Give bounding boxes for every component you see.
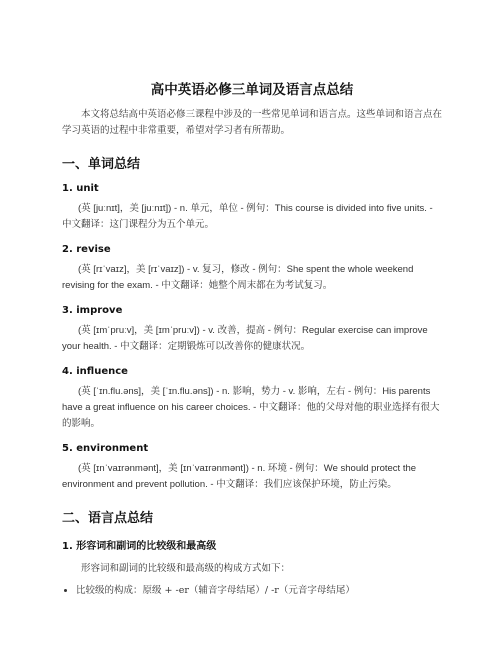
word-entry (62, 262, 442, 294)
word-entry (62, 384, 442, 432)
word-entry-text: (英 [ɪmˈpruːv]，美 [ɪmˈpruːv]) - v. 改善，提高 - 例句：Regular exercise can improve your health. - 中文翻译：定期锻炼可以改善你的健康状况。 (62, 325, 428, 352)
list-item: • 比较级的构成：原级 + -er（辅音字母结尾）/ -r（元音字母结尾） (76, 583, 442, 599)
document-title: 高中英语必修三单词及语言点总结 (150, 82, 354, 98)
word-entry-text: (英 [rɪˈvaɪz]，美 [rɪˈvaɪz]) - v. 复习，修改 - 例句：She spent the whole weekend revising for the exam. - 中文翻译：她整个周末都在为考试复习。 (62, 264, 414, 291)
word-heading: 5. environment (62, 443, 149, 454)
word-entry (62, 201, 442, 233)
section-heading-grammar: 二、语言点总结 (62, 511, 154, 526)
grammar-paragraph: 形容词和副词的比较级和最高级的构成方式如下： (81, 563, 291, 574)
word-heading: 1. unit (62, 183, 99, 194)
word-entry-text: (英 [juːnɪt]，美 [juːnɪt]) - n. 单元，单位 - 例句：This course is divided into five units. - 中文翻译：这门课程分为五个单元。 (62, 203, 433, 230)
word-heading: 2. revise (62, 244, 111, 255)
word-entry (62, 323, 442, 355)
word-entry-text: (英 [ˈɪn.flu.əns]，美 [ˈɪn.flu.əns]) - n. 影响，势力 - v. 影响，左右 - 例句：His parents have a great influence on his career choices. - 中文翻译：他的父母对他的职业选择有很大的影响。 (62, 386, 440, 429)
word-entry (62, 461, 442, 493)
intro-paragraph: 本文将总结高中英语必修三课程中涉及的一些常见单词和语言点。这些单词和语言点在学习英语的过程中非常重要，希望对学习者有所帮助。 (62, 109, 443, 136)
grammar-bullet-list (62, 583, 442, 599)
word-heading: 4. influence (62, 366, 128, 377)
word-heading: 3. improve (62, 305, 123, 316)
section-heading-words: 一、单词总结 (62, 157, 141, 172)
word-entry-text: (英 [ɪnˈvaɪrənmənt]，美 [ɪnˈvaɪrənmənt]) - n. 环境 - 例句：We should protect the environment and prevent pollution. - 中文翻译：我们应该保护环境，防止污染。 (62, 463, 417, 490)
grammar-sub-heading: 1. 形容词和副词的比较级和最高级 (62, 541, 217, 552)
